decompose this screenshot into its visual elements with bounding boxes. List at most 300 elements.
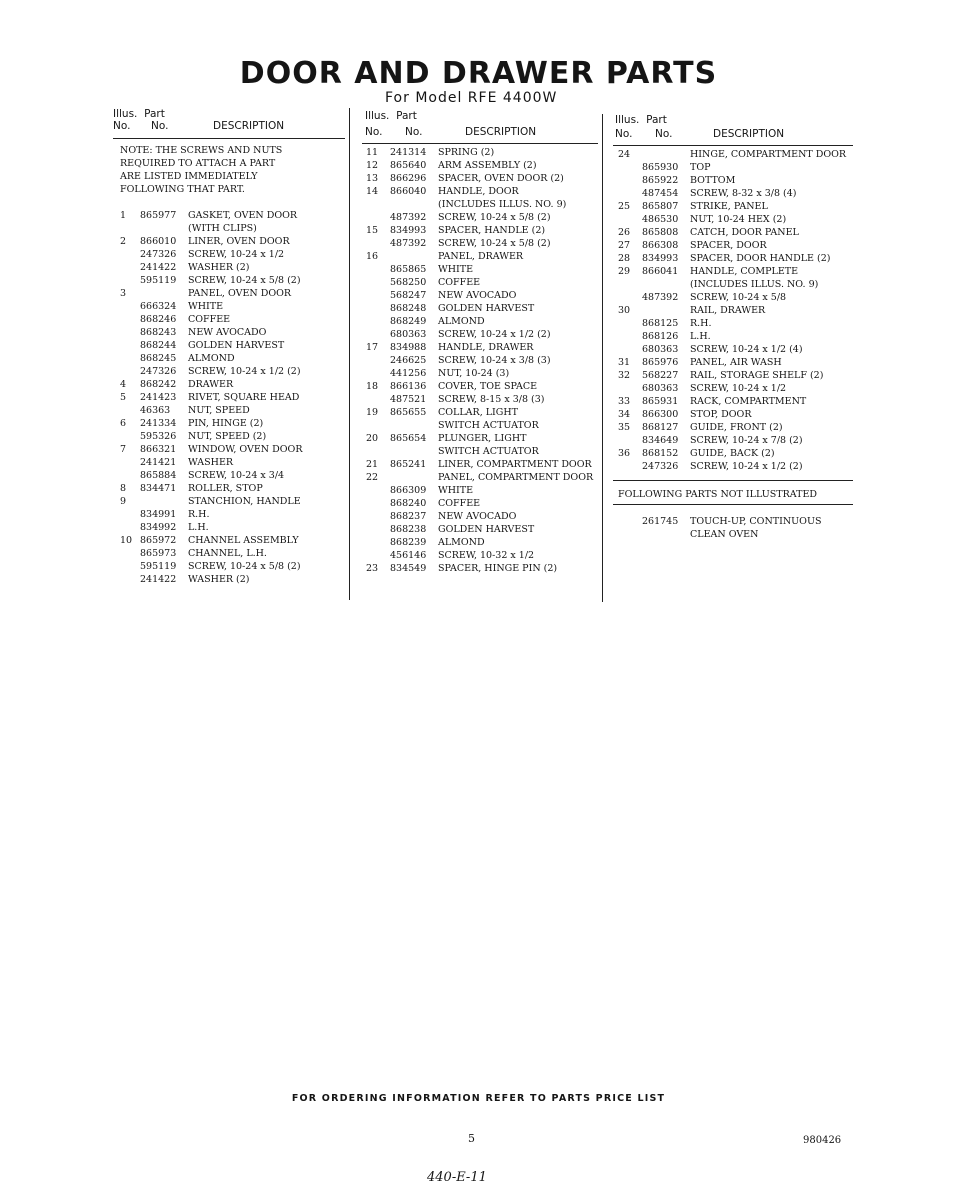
illus-number: 17 <box>366 342 379 353</box>
part-description: COFFEE <box>188 314 231 325</box>
part-number: 866308 <box>642 240 679 251</box>
illus-header: Illus. <box>615 114 640 126</box>
part-description: SPACER, OVEN DOOR (2) <box>438 173 564 184</box>
illus-number: 13 <box>366 173 379 184</box>
part-row <box>116 560 346 573</box>
illus-number: 18 <box>366 381 379 392</box>
part-description: SWITCH ACTUATOR <box>438 446 539 457</box>
part-number: 487392 <box>390 238 427 249</box>
part-row <box>362 159 600 172</box>
illus-number: 31 <box>618 357 631 368</box>
illus-number: 14 <box>366 186 379 197</box>
part-description: SPRING (2) <box>438 147 495 158</box>
part-description: PIN, HINGE (2) <box>188 418 264 429</box>
illus-number: 8 <box>120 483 127 494</box>
part-description: SPACER, HANDLE (2) <box>438 225 546 236</box>
part-row <box>116 352 346 365</box>
part-row <box>614 265 854 278</box>
part-number: 441256 <box>390 368 427 379</box>
part-row <box>614 421 854 434</box>
illus-number: 12 <box>366 160 379 171</box>
part-row <box>116 287 346 300</box>
part-row <box>116 508 346 521</box>
illus-number: 9 <box>120 496 127 507</box>
part-number: 241421 <box>140 457 177 468</box>
part-description: SPACER, DOOR HANDLE (2) <box>690 253 831 264</box>
parts-list-1 <box>116 209 346 586</box>
part-description: CHANNEL ASSEMBLY <box>188 535 299 546</box>
part-row <box>116 326 346 339</box>
section-rule <box>613 504 853 505</box>
part-number: 568247 <box>390 290 427 301</box>
illus-number: 36 <box>618 448 631 459</box>
part-row <box>116 404 346 417</box>
part-number: 680363 <box>642 344 679 355</box>
part-description: R.H. <box>188 509 210 520</box>
part-description: (INCLUDES ILLUS. NO. 9) <box>690 279 819 290</box>
description-header: DESCRIPTION <box>213 120 285 132</box>
note-line: REQUIRED TO ATTACH A PART <box>120 158 276 169</box>
part-description: SPACER, DOOR <box>690 240 767 251</box>
part-number: 868152 <box>642 448 679 459</box>
illus-number: 11 <box>366 147 379 158</box>
illus-number: 20 <box>366 433 379 444</box>
illus-number: 3 <box>120 288 127 299</box>
illus-number: 30 <box>618 305 631 316</box>
part-number: 865808 <box>642 227 679 238</box>
part-header: Part <box>396 110 417 122</box>
part-description: L.H. <box>690 331 711 342</box>
illus-no-header: No. <box>113 120 131 132</box>
part-row <box>362 510 600 523</box>
part-number: 865655 <box>390 407 427 418</box>
illus-number: 27 <box>618 240 631 251</box>
part-number: 241422 <box>140 262 177 273</box>
part-number: 868244 <box>140 340 177 351</box>
part-row <box>614 174 854 187</box>
part-row <box>362 237 600 250</box>
part-row <box>362 367 600 380</box>
part-description: WHITE <box>438 485 474 496</box>
part-description: STOP, DOOR <box>690 409 752 420</box>
part-description: R.H. <box>690 318 712 329</box>
part-description: SCREW, 10-24 x 1/2 (2) <box>438 329 551 340</box>
part-number: 868238 <box>390 524 427 535</box>
part-description: SCREW, 10-24 x 5/8 (2) <box>188 275 301 286</box>
part-description: NEW AVOCADO <box>438 511 517 522</box>
part-row <box>116 482 346 495</box>
page-subtitle: For Model RFE 4400W <box>385 90 558 106</box>
part-number: 834471 <box>140 483 177 494</box>
part-number: 868239 <box>390 537 427 548</box>
part-row <box>116 261 346 274</box>
part-row <box>116 547 346 560</box>
part-number: 834993 <box>642 253 679 264</box>
part-row <box>614 278 854 291</box>
illus-number: 28 <box>618 253 631 264</box>
part-description: NEW AVOCADO <box>438 290 517 301</box>
part-description: ALMOND <box>188 353 235 364</box>
illus-number: 16 <box>366 251 379 262</box>
header-rule <box>113 138 345 139</box>
page-number: 5 <box>468 1132 475 1145</box>
part-number: 46363 <box>140 405 171 416</box>
part-description: ARM ASSEMBLY (2) <box>438 160 537 171</box>
part-description: PANEL, AIR WASH <box>690 357 782 368</box>
illus-number: 32 <box>618 370 631 381</box>
part-row <box>362 354 600 367</box>
part-row <box>614 408 854 421</box>
part-description: WINDOW, OVEN DOOR <box>188 444 303 455</box>
part-description: HANDLE, DRAWER <box>438 342 534 353</box>
part-number: 834992 <box>140 522 177 533</box>
part-description: WHITE <box>188 301 224 312</box>
part-description: CLEAN OVEN <box>690 529 759 540</box>
part-row <box>614 317 854 330</box>
part-row <box>362 419 600 432</box>
part-description: SCREW, 10-24 x 1/2 (2) <box>690 461 803 472</box>
note-line: ARE LISTED IMMEDIATELY <box>120 171 258 182</box>
part-description: CHANNEL, L.H. <box>188 548 267 559</box>
part-row <box>614 200 854 213</box>
parts-list-3 <box>614 148 854 473</box>
part-no-header: No. <box>655 128 673 140</box>
part-number: 486530 <box>642 214 679 225</box>
part-description: ALMOND <box>438 316 485 327</box>
part-number: 865972 <box>140 535 177 546</box>
part-number: 868127 <box>642 422 679 433</box>
illus-number: 21 <box>366 459 379 470</box>
part-row <box>362 536 600 549</box>
part-number: 247326 <box>140 249 177 260</box>
part-row <box>614 330 854 343</box>
part-row <box>362 328 600 341</box>
part-number: 868248 <box>390 303 427 314</box>
part-number: 865241 <box>390 459 427 470</box>
part-description: HANDLE, DOOR <box>438 186 519 197</box>
part-number: 866041 <box>642 266 679 277</box>
part-row <box>116 248 346 261</box>
part-number: 868243 <box>140 327 177 338</box>
part-description: LINER, OVEN DOOR <box>188 236 290 247</box>
part-number: 247326 <box>140 366 177 377</box>
illus-number: 25 <box>618 201 631 212</box>
not-illustrated-heading: FOLLOWING PARTS NOT ILLUSTRATED <box>618 489 817 500</box>
part-row <box>362 146 600 159</box>
part-number: 868126 <box>642 331 679 342</box>
part-row <box>614 239 854 252</box>
illus-number: 2 <box>120 236 127 247</box>
part-row <box>116 222 346 235</box>
part-row <box>362 549 600 562</box>
part-number: 866300 <box>642 409 679 420</box>
column-divider <box>349 108 350 600</box>
part-number: 865922 <box>642 175 679 186</box>
illus-header: Illus. <box>113 108 138 120</box>
part-row <box>116 417 346 430</box>
illus-no-header: No. <box>615 128 633 140</box>
part-description: LINER, COMPARTMENT DOOR <box>438 459 592 470</box>
part-number: 865807 <box>642 201 679 212</box>
part-number: 456146 <box>390 550 427 561</box>
part-row <box>614 304 854 317</box>
part-number: 241422 <box>140 574 177 585</box>
part-row <box>362 185 600 198</box>
part-number: 487392 <box>390 212 427 223</box>
part-number: 868237 <box>390 511 427 522</box>
part-number: 487454 <box>642 188 679 199</box>
part-description: SCREW, 10-32 x 1/2 <box>438 550 535 561</box>
part-number: 866296 <box>390 173 427 184</box>
part-number: 866309 <box>390 485 427 496</box>
part-description: BOTTOM <box>690 175 736 186</box>
part-row <box>614 382 854 395</box>
illus-number: 33 <box>618 396 631 407</box>
part-row <box>116 456 346 469</box>
part-row <box>362 250 600 263</box>
note-line: FOLLOWING THAT PART. <box>120 184 245 195</box>
illus-number: 24 <box>618 149 631 160</box>
part-description: STANCHION, HANDLE <box>188 496 301 507</box>
part-number: 866010 <box>140 236 177 247</box>
part-description: SCREW, 10-24 x 5/8 (2) <box>438 212 551 223</box>
part-description: SCREW, 10-24 x 5/8 (2) <box>188 561 301 572</box>
part-number: 865930 <box>642 162 679 173</box>
part-row <box>362 484 600 497</box>
parts-list-2 <box>362 146 600 575</box>
part-description: PANEL, DRAWER <box>438 251 524 262</box>
part-row <box>362 341 600 354</box>
illus-number: 10 <box>120 535 133 546</box>
part-no-header: No. <box>405 126 423 138</box>
part-description: SCREW, 10-24 x 3/4 <box>188 470 285 481</box>
part-row <box>116 274 346 287</box>
part-description: GUIDE, BACK (2) <box>690 448 775 459</box>
part-description: SCREW, 10-24 x 3/8 (3) <box>438 355 551 366</box>
part-row <box>116 521 346 534</box>
part-number: 568250 <box>390 277 427 288</box>
part-number: 865865 <box>390 264 427 275</box>
part-description: HANDLE, COMPLETE <box>690 266 799 277</box>
part-description: SCREW, 10-24 x 1/2 <box>188 249 285 260</box>
part-number: 865931 <box>642 396 679 407</box>
part-number: 866040 <box>390 186 427 197</box>
part-row <box>614 395 854 408</box>
part-row <box>362 523 600 536</box>
part-description: (INCLUDES ILLUS. NO. 9) <box>438 199 567 210</box>
part-row <box>362 458 600 471</box>
part-number: 865973 <box>140 548 177 559</box>
column-divider <box>602 114 603 602</box>
part-row <box>614 369 854 382</box>
part-row <box>362 211 600 224</box>
part-description: DRAWER <box>188 379 234 390</box>
illus-number: 34 <box>618 409 631 420</box>
column-2-header <box>365 110 537 138</box>
part-description: ROLLER, STOP <box>188 483 263 494</box>
part-number: 834988 <box>390 342 427 353</box>
part-row <box>614 447 854 460</box>
part-description: WASHER <box>188 457 234 468</box>
illus-number: 6 <box>120 418 127 429</box>
part-number: 868245 <box>140 353 177 364</box>
part-number: 868125 <box>642 318 679 329</box>
part-description: NUT, 10-24 HEX (2) <box>690 214 787 225</box>
part-number: 680363 <box>390 329 427 340</box>
part-description: NUT, SPEED <box>188 405 250 416</box>
illus-number: 7 <box>120 444 127 455</box>
part-row <box>614 148 854 161</box>
illus-number: 22 <box>366 472 379 483</box>
part-row <box>614 161 854 174</box>
part-number: 865976 <box>642 357 679 368</box>
header-rule <box>362 143 598 144</box>
part-row <box>362 406 600 419</box>
part-row <box>362 263 600 276</box>
part-row <box>614 343 854 356</box>
part-row <box>362 315 600 328</box>
part-description: L.H. <box>188 522 209 533</box>
part-description: GOLDEN HARVEST <box>438 524 535 535</box>
part-header: Part <box>646 114 667 126</box>
part-row <box>614 515 854 528</box>
part-description: GOLDEN HARVEST <box>188 340 285 351</box>
page-title: DOOR AND DRAWER PARTS <box>239 56 718 91</box>
part-description: SCREW, 10-24 x 1/2 <box>690 383 787 394</box>
illus-number: 29 <box>618 266 631 277</box>
part-number: 866136 <box>390 381 427 392</box>
part-description: GOLDEN HARVEST <box>438 303 535 314</box>
part-description: GUIDE, FRONT (2) <box>690 422 783 433</box>
part-description: GASKET, OVEN DOOR <box>188 210 298 221</box>
part-row <box>614 460 854 473</box>
part-row <box>614 187 854 200</box>
part-description: WASHER (2) <box>188 262 250 273</box>
part-row <box>362 393 600 406</box>
part-row <box>116 495 346 508</box>
part-number: 834993 <box>390 225 427 236</box>
part-number: 261745 <box>642 516 679 527</box>
illus-number: 5 <box>120 392 127 403</box>
illus-number: 19 <box>366 407 379 418</box>
part-header: Part <box>144 108 165 120</box>
part-row <box>362 276 600 289</box>
part-number: 834991 <box>140 509 177 520</box>
footer-note: FOR ORDERING INFORMATION REFER TO PARTS PRICE LIST <box>291 1093 666 1104</box>
part-number: 868249 <box>390 316 427 327</box>
part-row <box>116 443 346 456</box>
part-row <box>362 562 600 575</box>
column-1-header <box>113 108 285 132</box>
part-number: 868240 <box>390 498 427 509</box>
part-row <box>362 198 600 211</box>
part-row <box>362 289 600 302</box>
part-row <box>362 497 600 510</box>
part-row <box>614 291 854 304</box>
part-row <box>362 380 600 393</box>
part-number: 487392 <box>642 292 679 303</box>
part-row <box>614 213 854 226</box>
handwritten-note: 440-E-11 <box>427 1170 487 1185</box>
part-description: SPACER, HINGE PIN (2) <box>438 563 558 574</box>
part-row <box>116 313 346 326</box>
part-description: CATCH, DOOR PANEL <box>690 227 799 238</box>
part-description: SCREW, 10-24 x 1/2 (4) <box>690 344 803 355</box>
part-row <box>614 434 854 447</box>
part-number: 595119 <box>140 561 177 572</box>
part-description: (WITH CLIPS) <box>188 223 257 234</box>
illus-header: Illus. <box>365 110 390 122</box>
illus-number: 15 <box>366 225 379 236</box>
document-code: 980426 <box>803 1135 842 1146</box>
description-header: DESCRIPTION <box>713 128 785 140</box>
illus-number: 4 <box>120 379 127 390</box>
part-number: 666324 <box>140 301 177 312</box>
part-description: COFFEE <box>438 277 481 288</box>
part-description: SWITCH ACTUATOR <box>438 420 539 431</box>
part-number: 246625 <box>390 355 427 366</box>
part-description: WASHER (2) <box>188 574 250 585</box>
part-number: 865640 <box>390 160 427 171</box>
part-row <box>614 356 854 369</box>
illus-number: 23 <box>366 563 379 574</box>
part-row <box>362 445 600 458</box>
part-row <box>116 469 346 482</box>
part-number: 487521 <box>390 394 427 405</box>
part-description: RACK, COMPARTMENT <box>690 396 807 407</box>
part-row <box>362 432 600 445</box>
part-number: 834649 <box>642 435 679 446</box>
part-row <box>116 300 346 313</box>
part-row <box>614 226 854 239</box>
part-row <box>116 534 346 547</box>
not-illustrated-list <box>614 515 854 541</box>
part-number: 241423 <box>140 392 177 403</box>
part-description: NEW AVOCADO <box>188 327 267 338</box>
part-description: PANEL, OVEN DOOR <box>188 288 292 299</box>
part-description: STRIKE, PANEL <box>690 201 768 212</box>
part-number: 865654 <box>390 433 427 444</box>
part-description: NUT, 10-24 (3) <box>438 368 510 379</box>
part-row <box>116 235 346 248</box>
part-description: TOP <box>690 162 711 173</box>
part-row <box>362 302 600 315</box>
part-number: 865977 <box>140 210 177 221</box>
part-description: SCREW, 8-32 x 3/8 (4) <box>690 188 797 199</box>
part-row <box>116 209 346 222</box>
part-number: 680363 <box>642 383 679 394</box>
part-row <box>116 378 346 391</box>
column-3-header <box>615 114 785 140</box>
part-description: HINGE, COMPARTMENT DOOR <box>690 149 847 160</box>
part-row <box>362 224 600 237</box>
notes-block <box>120 144 282 196</box>
part-description: ALMOND <box>438 537 485 548</box>
part-description: PANEL, COMPARTMENT DOOR <box>438 472 594 483</box>
part-description: SCREW, 10-24 x 7/8 (2) <box>690 435 803 446</box>
part-number: 247326 <box>642 461 679 472</box>
part-description: COLLAR, LIGHT <box>438 407 518 418</box>
part-description: COFFEE <box>438 498 481 509</box>
header-rule <box>613 145 853 146</box>
note-line: NOTE: THE SCREWS AND NUTS <box>120 145 283 156</box>
part-number: 865884 <box>140 470 177 481</box>
part-row <box>116 339 346 352</box>
part-row <box>116 365 346 378</box>
part-description: TOUCH-UP, CONTINUOUS <box>690 516 822 527</box>
part-description: PLUNGER, LIGHT <box>438 433 527 444</box>
part-no-header: No. <box>151 120 169 132</box>
